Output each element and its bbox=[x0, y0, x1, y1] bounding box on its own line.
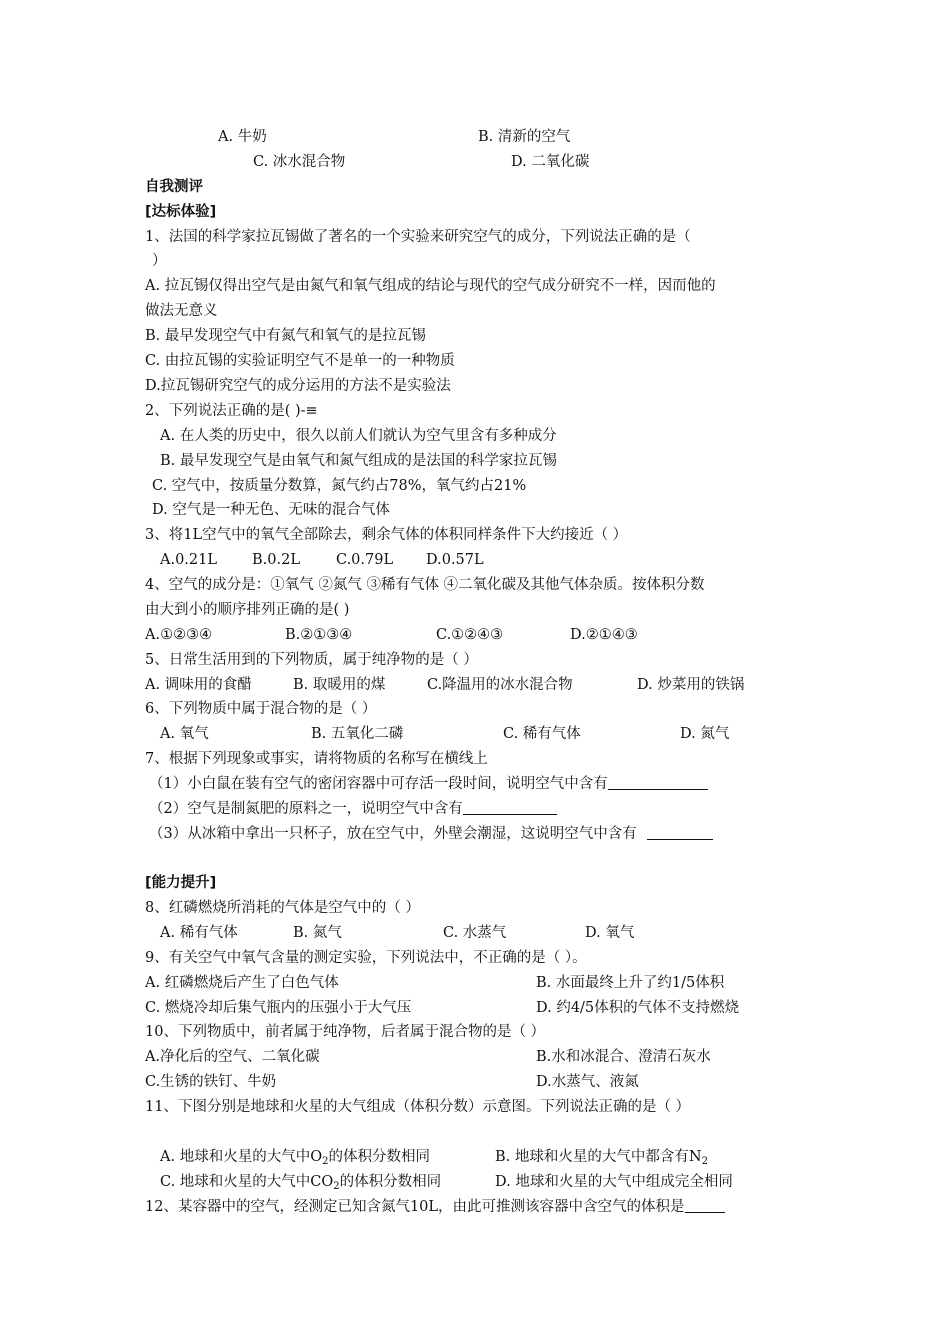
q8-option-d: D. 氧气 bbox=[585, 925, 635, 941]
q9-option-a: A. 红磷燃烧后产生了白色气体 bbox=[145, 975, 339, 991]
q1-stem-close: ） bbox=[152, 253, 167, 269]
q11-option-b-text: B. 地球和火星的大气中都含有N bbox=[495, 1149, 702, 1165]
q3-option-b: B.0.2L bbox=[252, 552, 300, 568]
option-b: B. 清新的空气 bbox=[478, 129, 571, 145]
q11-stem: 11、下图分别是地球和火星的大气组成（体积分数）示意图。下列说法正确的是（ ） bbox=[145, 1099, 691, 1115]
q12-stem bbox=[145, 1197, 725, 1217]
q1-option-d: D.拉瓦锡研究空气的成分运用的方法不是实验法 bbox=[145, 378, 451, 394]
q4-stem: 4、空气的成分是：①氧气 ②氮气 ③稀有气体 ④二氧化碳及其他气体杂质。按体积分数 bbox=[145, 577, 705, 593]
q8-stem: 8、红磷燃烧所消耗的气体是空气中的（ ） bbox=[145, 900, 420, 916]
q11-option-b-subscript: 2 bbox=[701, 1156, 708, 1167]
q3-option-c: C.0.79L bbox=[336, 552, 394, 568]
q3-stem: 3、将1L空气中的氧气全部除去，剩余气体的体积同样条件下大约接近（ ） bbox=[145, 527, 628, 543]
q9-option-c: C. 燃烧冷却后集气瓶内的压强小于大气压 bbox=[145, 1000, 412, 1016]
q11-option-c bbox=[160, 1172, 441, 1197]
q9-option-d: D. 约4/5体积的气体不支持燃烧 bbox=[536, 1000, 740, 1016]
q7-part3-blank[interactable] bbox=[647, 825, 713, 840]
q10-stem: 10、下列物质中，前者属于纯净物，后者属于混合物的是（ ） bbox=[145, 1024, 546, 1040]
q10-option-d: D.水蒸气、液氮 bbox=[536, 1074, 639, 1090]
q9-stem: 9、有关空气中氧气含量的测定实验，下列说法中，不正确的是（ ）。 bbox=[145, 950, 587, 966]
q5-stem: 5、日常生活用到的下列物质，属于纯净物的是（ ） bbox=[145, 652, 478, 668]
subsection-heading-advanced: [能力提升] bbox=[145, 875, 217, 891]
q1-option-a-cont: 做法无意义 bbox=[145, 303, 218, 319]
q4-option-a: A.①②③④ bbox=[145, 627, 213, 643]
q8-option-a: A. 稀有气体 bbox=[160, 925, 238, 941]
q9-option-b: B. 水面最终上升了约1/5体积 bbox=[536, 975, 725, 991]
q7-part2-text: （2）空气是制氮肥的原料之一，说明空气中含有 bbox=[149, 801, 463, 817]
q11-option-c-text-end: 的体积分数相同 bbox=[339, 1174, 442, 1190]
subsection-heading-standard: [达标体验] bbox=[145, 204, 217, 220]
q11-option-d: D. 地球和火星的大气中组成完全相同 bbox=[495, 1174, 733, 1190]
q11-option-c-text: C. 地球和火星的大气中CO bbox=[160, 1174, 334, 1190]
q11-option-a bbox=[160, 1147, 430, 1172]
q4-option-d: D.②①④③ bbox=[570, 627, 638, 643]
section-title: 自我测评 bbox=[145, 179, 203, 195]
q4-option-c: C.①②④③ bbox=[436, 627, 504, 643]
q7-part1-text: （1）小白鼠在装有空气的密闭容器中可存活一段时间，说明空气中含有 bbox=[149, 776, 608, 792]
q5-option-a: A. 调味用的食醋 bbox=[145, 677, 252, 693]
q6-option-c: C. 稀有气体 bbox=[503, 726, 581, 742]
q1-option-c: C. 由拉瓦锡的实验证明空气不是单一的一种物质 bbox=[145, 353, 455, 369]
q7-part2-blank[interactable] bbox=[463, 800, 557, 815]
q2-option-c: C. 空气中，按质量分数算，氮气约占78%，氧气约占21% bbox=[152, 478, 527, 494]
q7-stem: 7、根据下列现象或事实，请将物质的名称写在横线上 bbox=[145, 751, 488, 767]
q11-option-b bbox=[495, 1147, 708, 1172]
q5-option-b: B. 取暖用的煤 bbox=[293, 677, 386, 693]
option-d: D. 二氧化碳 bbox=[511, 154, 590, 170]
q7-part2 bbox=[149, 799, 557, 819]
q11-option-a-text-end: 的体积分数相同 bbox=[328, 1149, 430, 1165]
q10-option-b: B.水和冰混合、澄清石灰水 bbox=[536, 1049, 711, 1065]
q12-stem-text: 12、某容器中的空气，经测定已知含氮气10L，由此可推测该容器中含空气的体积是 bbox=[145, 1199, 685, 1215]
q12-blank[interactable] bbox=[685, 1198, 725, 1213]
q2-option-d: D. 空气是一种无色、无味的混合气体 bbox=[152, 502, 390, 518]
q4-option-b: B.②①③④ bbox=[285, 627, 353, 643]
q7-part3-text: （3）从冰箱中拿出一只杯子，放在空气中，外壁会潮湿，这说明空气中含有 bbox=[149, 826, 637, 842]
q1-option-b: B. 最早发现空气中有氮气和氧气的是拉瓦锡 bbox=[145, 328, 426, 344]
q7-part3 bbox=[149, 824, 713, 844]
q6-option-b: B. 五氧化二磷 bbox=[311, 726, 404, 742]
q6-stem: 6、下列物质中属于混合物的是（ ） bbox=[145, 701, 377, 717]
q2-option-a: A. 在人类的历史中，很久以前人们就认为空气里含有多种成分 bbox=[160, 428, 557, 444]
q8-option-c: C. 水蒸气 bbox=[443, 925, 507, 941]
q4-stem-cont: 由大到小的顺序排列正确的是( ) bbox=[145, 602, 350, 618]
q5-option-d: D. 炒菜用的铁锅 bbox=[637, 677, 745, 693]
q1-stem: 1、法国的科学家拉瓦锡做了著名的一个实验来研究空气的成分，下列说法正确的是（ bbox=[145, 229, 691, 245]
q6-option-d: D. 氮气 bbox=[680, 726, 730, 742]
q11-option-a-text: A. 地球和火星的大气中O bbox=[160, 1149, 323, 1165]
q11-option-a-subscript: 2 bbox=[322, 1156, 329, 1167]
q2-stem: 2、下列说法正确的是( )-≡ bbox=[145, 403, 318, 419]
q3-option-a: A.0.21L bbox=[160, 552, 217, 568]
q3-option-d: D.0.57L bbox=[426, 552, 484, 568]
option-c: C. 冰水混合物 bbox=[253, 154, 346, 170]
q10-option-a: A.净化后的空气、二氧化碳 bbox=[145, 1049, 320, 1065]
q5-option-c: C.降温用的冰水混合物 bbox=[427, 677, 573, 693]
q8-option-b: B. 氮气 bbox=[293, 925, 342, 941]
q7-part1 bbox=[149, 774, 708, 794]
q10-option-c: C.生锈的铁钉、牛奶 bbox=[145, 1074, 277, 1090]
q11-option-c-subscript: 2 bbox=[333, 1181, 340, 1192]
q6-option-a: A. 氧气 bbox=[160, 726, 209, 742]
option-a: A. 牛奶 bbox=[218, 129, 267, 145]
q1-option-a: A. 拉瓦锡仅得出空气是由氮气和氧气组成的结论与现代的空气成分研究不一样，因而他的 bbox=[145, 278, 716, 294]
q7-part1-blank[interactable] bbox=[608, 775, 708, 790]
q2-option-b: B. 最早发现空气是由氧气和氮气组成的是法国的科学家拉瓦锡 bbox=[160, 453, 557, 469]
